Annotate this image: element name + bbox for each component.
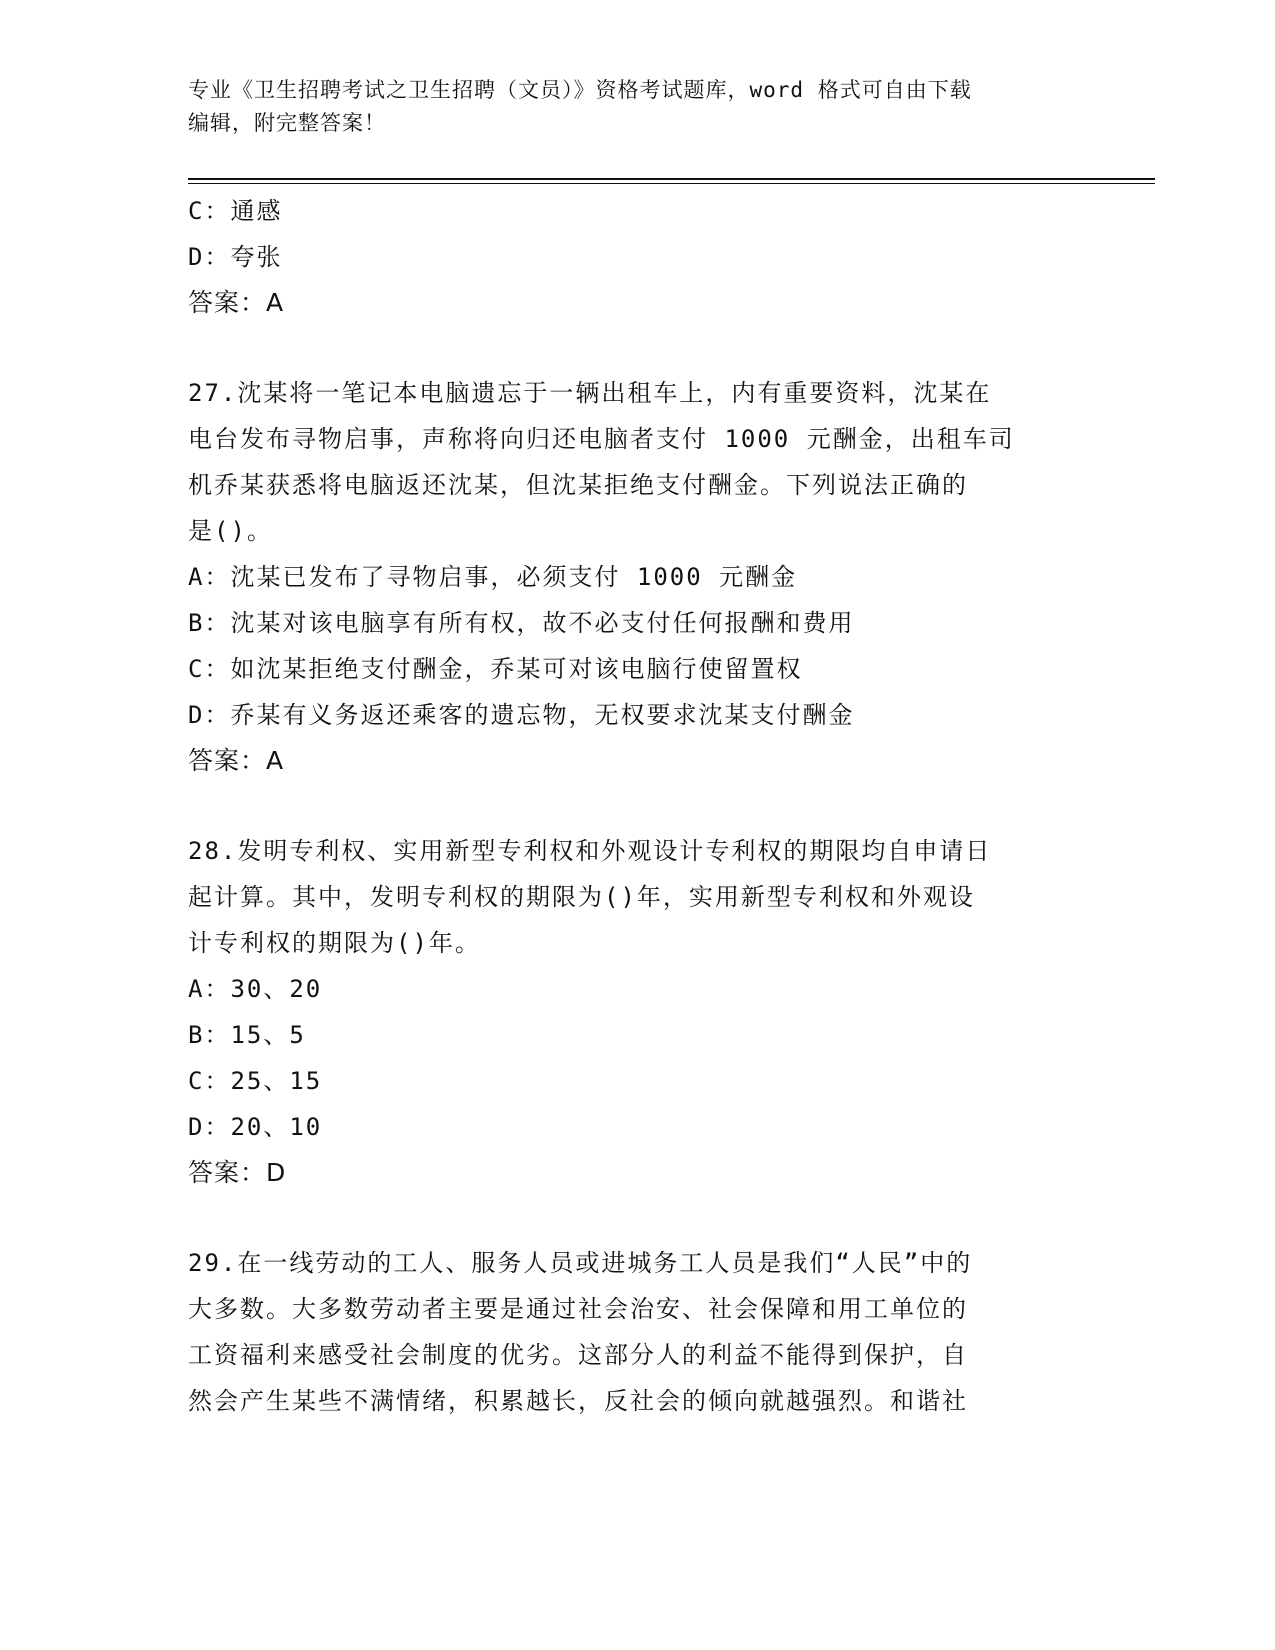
question-27 <box>188 370 1088 784</box>
option-line: C：如沈某拒绝支付酬金，乔某可对该电脑行使留置权 <box>188 655 803 683</box>
question-stem-line: 27.沈某将一笔记本电脑遗忘于一辆出租车上，内有重要资料，沈某在 <box>188 379 992 407</box>
option-line: C：25、15 <box>188 1067 323 1095</box>
option-line: D：20、10 <box>188 1113 323 1141</box>
question-stem-line: 计专利权的期限为()年。 <box>188 929 481 957</box>
answer-line: 答案：A <box>188 746 285 775</box>
question-stem-line: 是()。 <box>188 517 273 545</box>
option-line: C：通感 <box>188 197 283 225</box>
option-line: B：沈某对该电脑享有所有权，故不必支付任何报酬和费用 <box>188 609 855 637</box>
question-stem-line: 工资福利来感受社会制度的优劣。这部分人的利益不能得到保护，自 <box>188 1341 968 1369</box>
question-stem-line: 机乔某获悉将电脑返还沈某，但沈某拒绝支付酬金。下列说法正确的 <box>188 471 968 499</box>
page-content <box>188 188 1088 1424</box>
page-header <box>188 74 1068 140</box>
question-28 <box>188 828 1088 1196</box>
question-stem-line: 电台发布寻物启事，声称将向归还电脑者支付 1000 元酬金，出租车司 <box>188 425 1015 453</box>
question-29 <box>188 1240 1088 1424</box>
option-line: A：沈某已发布了寻物启事，必须支付 1000 元酬金 <box>188 563 798 591</box>
option-line: B：15、5 <box>188 1021 306 1049</box>
header-line-1: 专业《卫生招聘考试之卫生招聘（文员）》资格考试题库，word 格式可自由下载 <box>188 78 972 102</box>
header-rule-thick <box>188 178 1155 180</box>
question-stem-line: 然会产生某些不满情绪，积累越长，反社会的倾向就越强烈。和谐社 <box>188 1387 968 1415</box>
question-stem-line: 大多数。大多数劳动者主要是通过社会治安、社会保障和用工单位的 <box>188 1295 968 1323</box>
option-line: D：乔某有义务返还乘客的遗忘物，无权要求沈某支付酬金 <box>188 701 855 729</box>
spacer <box>188 1196 1088 1240</box>
option-line: D：夸张 <box>188 243 283 271</box>
prev-question <box>188 188 1088 326</box>
header-rule-thin <box>188 183 1155 184</box>
answer-line: 答案：D <box>188 1158 287 1187</box>
spacer <box>188 326 1088 370</box>
header-line-2: 编辑，附完整答案！ <box>188 111 386 135</box>
question-stem-line: 起计算。其中，发明专利权的期限为()年，实用新型专利权和外观设 <box>188 883 975 911</box>
question-stem-line: 28.发明专利权、实用新型专利权和外观设计专利权的期限均自申请日 <box>188 837 992 865</box>
question-stem-line: 29.在一线劳动的工人、服务人员或进城务工人员是我们“人民”中的 <box>188 1249 973 1277</box>
answer-line: 答案：A <box>188 288 285 317</box>
spacer <box>188 784 1088 828</box>
option-line: A：30、20 <box>188 975 323 1003</box>
